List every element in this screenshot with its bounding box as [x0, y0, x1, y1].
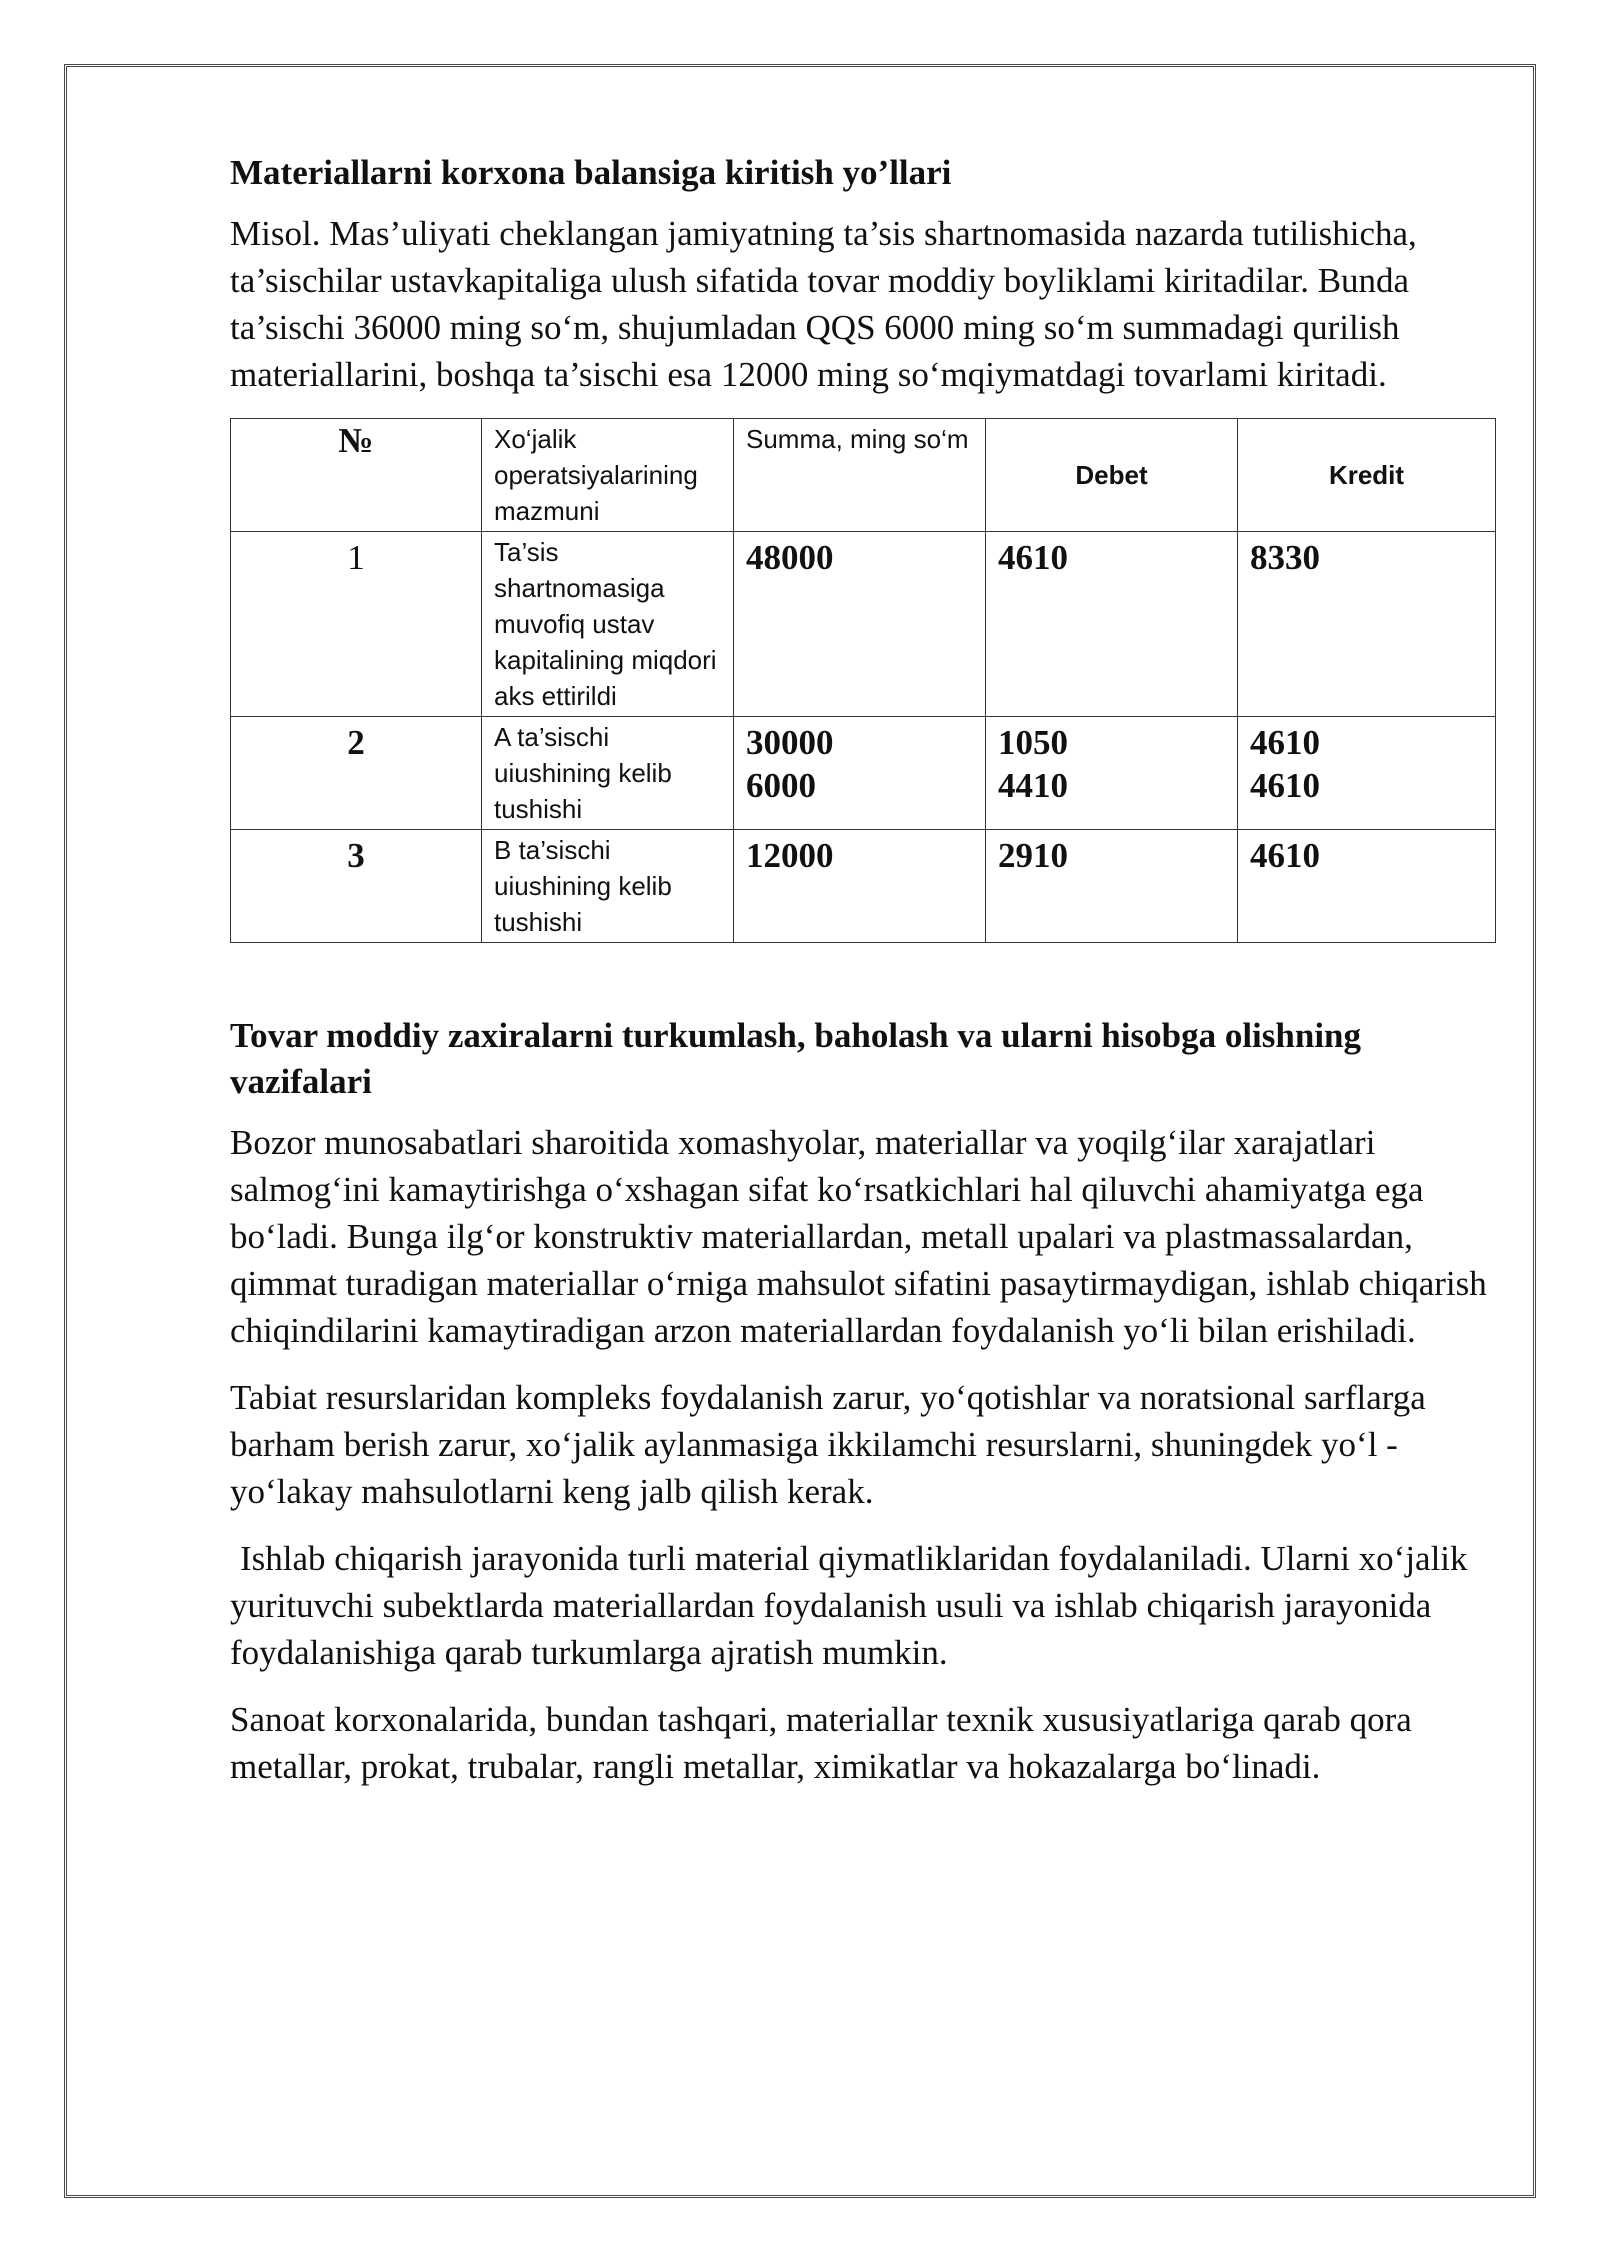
header-number: № — [231, 419, 482, 532]
header-summa: Summa, ming so‘m — [734, 419, 986, 532]
summa-value: 48000 — [746, 538, 834, 577]
row-kredit — [1238, 717, 1496, 830]
section2-paragraph-1: Bozor munosabatlari sharoitida xomashyolar, materiallar va yoqilg‘ilar xarajatlari salmog‘ini kamaytirishga o‘xshagan sifat ko‘rsatkichlari hal qiluvchi ahamiyatga ega bo‘ladi. Bunga ilg‘or konstruktiv materiallardan, metall upalari va plastmassalardan, qimmat turadigan materiallar o‘rniga mahsulot sifatini pasaytirmaydigan, ishlab chiqarish chiqindilarini kamaytiradigan arzon materiallardan foydalanish yo‘li bilan erishiladi. — [230, 1123, 1487, 1350]
row-kredit — [1238, 830, 1496, 943]
transactions-table — [230, 418, 1496, 943]
debet-value: 4610 — [998, 538, 1068, 577]
kredit-value: 4610 — [1250, 766, 1320, 805]
row-debet — [986, 532, 1238, 717]
row-number: 1 — [231, 532, 482, 717]
row-debet — [986, 830, 1238, 943]
section1-heading: Materiallarni korxona balansiga kiritish yo’llari — [230, 153, 952, 192]
table-row — [231, 830, 1496, 943]
kredit-value: 4610 — [1250, 836, 1320, 875]
table-header-row — [231, 419, 1496, 532]
section2-paragraph-3: Ishlab chiqarish jarayonida turli material qiymatliklaridan foydalaniladi. Ularni xo‘jalik yurituvchi subektlarda materiallardan foydalanish usuli va ishlab chiqarish jarayonida foydalanishiga qarab turkumlarga ajratish mumkin. — [230, 1539, 1468, 1672]
section2-heading: Tovar moddiy zaxiralarni turkumlash, baholash va ularni hisobga olishning vazifalari — [230, 1016, 1362, 1101]
header-debet: Debet — [986, 419, 1238, 532]
row-debet — [986, 717, 1238, 830]
row-description: B ta’sischi uiushining kelib tushishi — [482, 830, 734, 943]
kredit-value: 4610 — [1250, 723, 1320, 762]
debet-value: 2910 — [998, 836, 1068, 875]
table-row — [231, 717, 1496, 830]
row-summa — [734, 532, 986, 717]
section2 — [230, 1013, 1495, 1790]
document-content — [230, 150, 1495, 1810]
summa-value: 30000 — [746, 723, 834, 762]
summa-value: 12000 — [746, 836, 834, 875]
header-kredit: Kredit — [1238, 419, 1496, 532]
debet-value: 4410 — [998, 766, 1068, 805]
row-kredit — [1238, 532, 1496, 717]
header-description: Xo‘jalik operatsiyalarining mazmuni — [482, 419, 734, 532]
row-number: 2 — [231, 717, 482, 830]
section2-paragraph-2: Tabiat resurslaridan kompleks foydalanish zarur, yo‘qotishlar va noratsional sarflarga barham berish zarur, xo‘jalik aylanmasiga ikkilamchi resurslarni, shuningdek yo‘l - yo‘lakay mahsulotlarni keng jalb qilish kerak. — [230, 1378, 1426, 1511]
table-row — [231, 532, 1496, 717]
row-number: 3 — [231, 830, 482, 943]
row-summa — [734, 830, 986, 943]
row-description: Ta’sis shartnomasiga muvofiq ustav kapitalining miqdori aks ettirildi — [482, 532, 734, 717]
row-description: A ta’sischi uiushining kelib tushishi — [482, 717, 734, 830]
summa-value: 6000 — [746, 766, 816, 805]
section1-paragraph: Misol. Mas’uliyati cheklangan jamiyatning ta’sis shartnomasida nazarda tutilishicha, ta’sischilar ustavkapitaliga ulush sifatida tovar moddiy boyliklami kiritadilar. Bunda ta’sischi 36000 ming so‘m, shujumladan QQS 6000 ming so‘m summadagi qurilish materiallarini, boshqa ta’sischi esa 12000 ming so‘mqiymatdagi tovarlami kiritadi. — [230, 214, 1417, 394]
section2-paragraph-4: Sanoat korxonalarida, bundan tashqari, materiallar texnik xususiyatlariga qarab qora metallar, prokat, trubalar, rangli metallar, ximikatlar va hokazalarga bo‘linadi. — [230, 1700, 1412, 1786]
kredit-value: 8330 — [1250, 538, 1320, 577]
debet-value: 1050 — [998, 723, 1068, 762]
row-summa — [734, 717, 986, 830]
